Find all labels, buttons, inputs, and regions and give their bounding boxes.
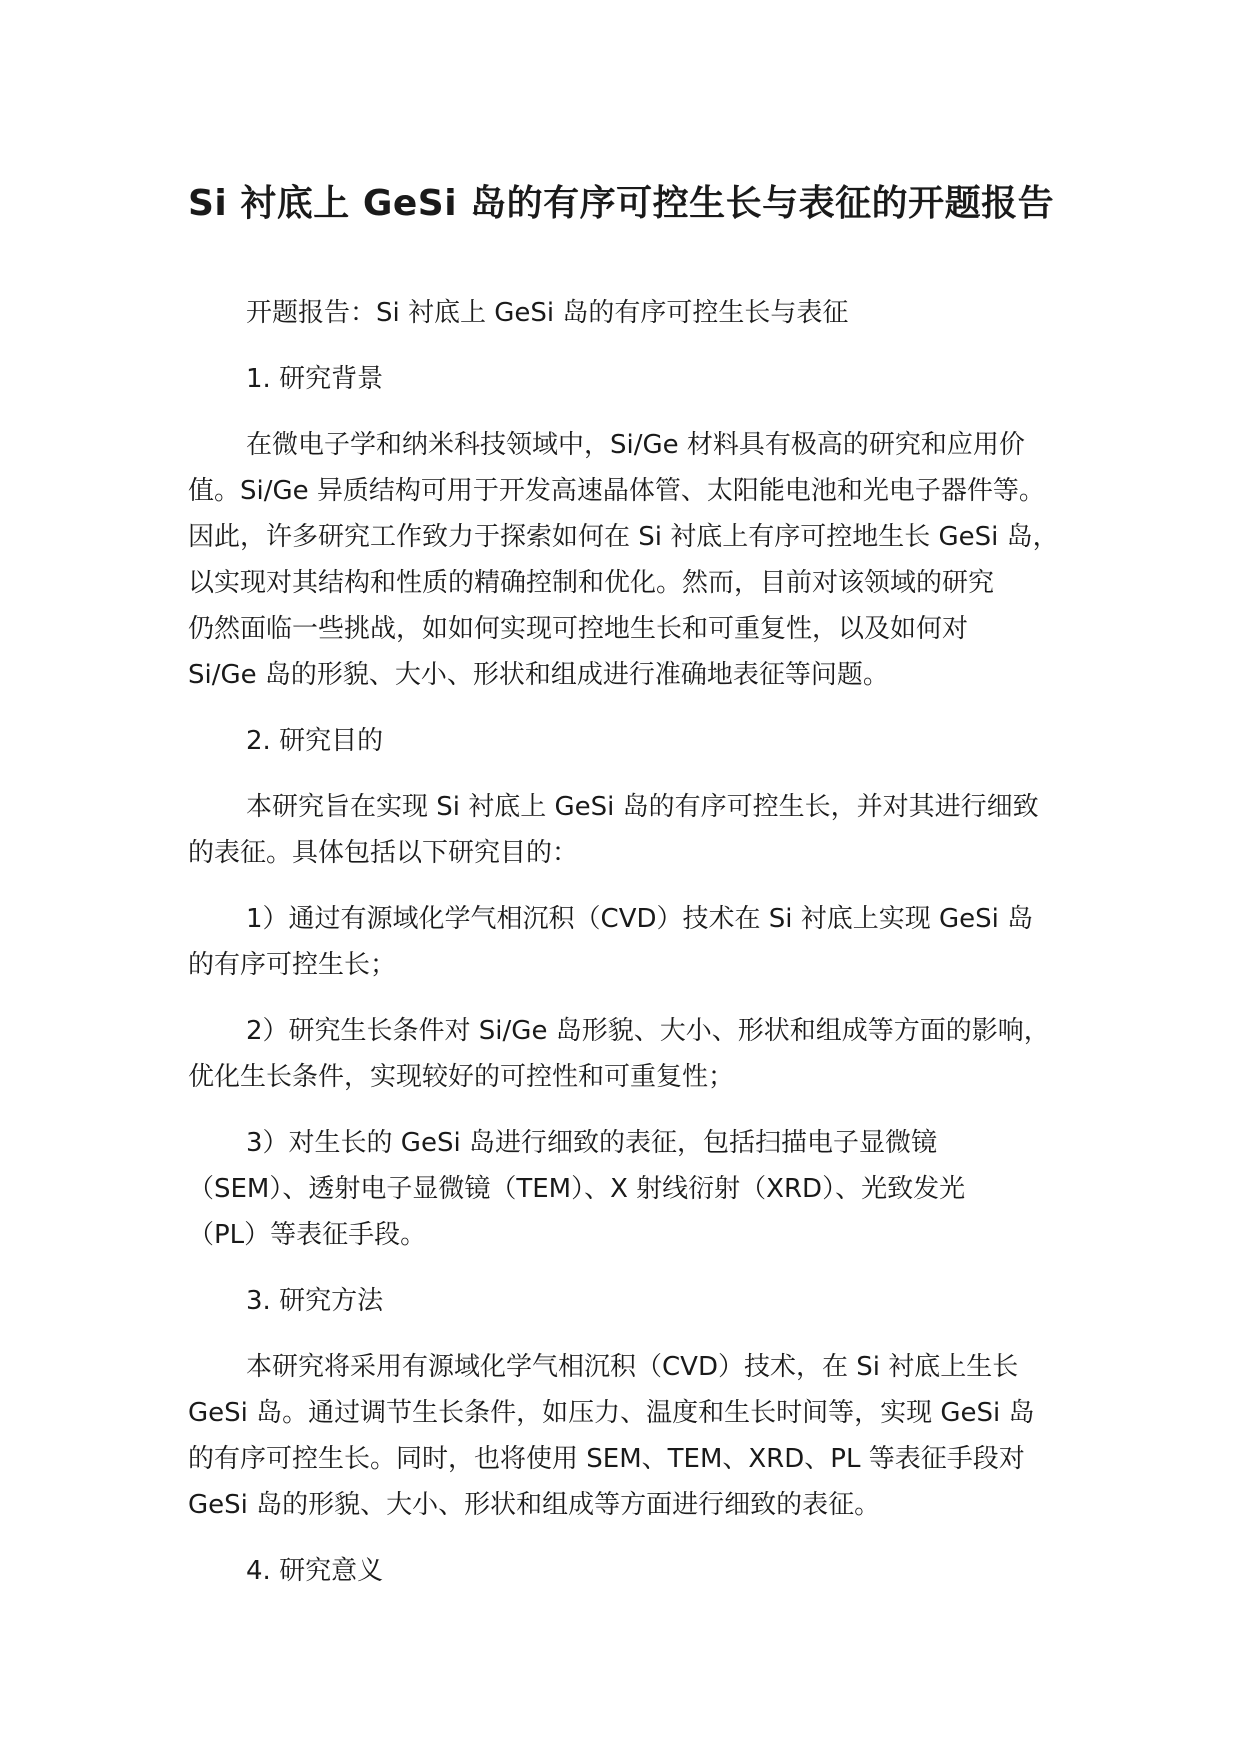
paragraph [188,290,1088,336]
text-line: 以实现对其结构和性质的精确控制和优化。然而，目前对该领域的研究 [188,568,995,598]
paragraph [188,1008,1088,1100]
paragraph [188,1278,1088,1324]
text-line: 本研究旨在实现 Si 衬底上 GeSi 岛的有序可控生长，并对其进行细致 [246,792,1039,822]
text-line: 2）研究生长条件对 Si/Ge 岛形貌、大小、形状和组成等方面的影响， [246,1016,1050,1046]
paragraph [188,1344,1088,1528]
text-line: 1）通过有源域化学气相沉积（CVD）技术在 Si 衬底上实现 GeSi 岛 [246,904,1034,934]
text-line: Si/Ge 岛的形貌、大小、形状和组成进行准确地表征等问题。 [188,660,889,690]
paragraph [188,896,1088,988]
text-line: 本研究将采用有源域化学气相沉积（CVD）技术，在 Si 衬底上生长 [246,1352,1019,1382]
text-line: 值。Si/Ge 异质结构可用于开发高速晶体管、太阳能电池和光电子器件等。 [188,476,1045,506]
text-line: 仍然面临一些挑战，如如何实现可控地生长和可重复性，以及如何对 [188,614,969,644]
paragraph [188,1120,1088,1258]
text-line: 4. 研究意义 [246,1556,384,1586]
paragraph [188,422,1088,698]
document-title: Si 衬底上 GeSi 岛的有序可控生长与表征的开题报告 [188,183,1055,224]
text-line: GeSi 岛的形貌、大小、形状和组成等方面进行细致的表征。 [188,1490,881,1520]
text-line: 优化生长条件，实现较好的可控性和可重复性； [188,1062,735,1092]
text-line: 的表征。具体包括以下研究目的： [188,838,579,868]
text-line: 3. 研究方法 [246,1286,384,1316]
paragraph [188,1548,1088,1594]
text-line: 1. 研究背景 [246,364,384,394]
paragraph [188,356,1088,402]
paragraph [188,784,1088,876]
text-line: 因此，许多研究工作致力于探索如何在 Si 衬底上有序可控地生长 GeSi 岛， [188,522,1059,552]
text-line: （SEM）、透射电子显微镜（TEM）、X 射线衍射（XRD）、光致发光 [188,1174,966,1204]
text-line: 3）对生长的 GeSi 岛进行细致的表征，包括扫描电子显微镜 [246,1128,937,1158]
text-line: 开题报告：Si 衬底上 GeSi 岛的有序可控生长与表征 [246,298,849,328]
text-line: 2. 研究目的 [246,726,384,756]
text-line: 的有序可控生长。同时，也将使用 SEM、TEM、XRD、PL 等表征手段对 [188,1444,1025,1474]
text-line: GeSi 岛。通过调节生长条件，如压力、温度和生长时间等，实现 GeSi 岛 [188,1398,1035,1428]
text-line: （PL）等表征手段。 [188,1220,427,1250]
text-line: 在微电子学和纳米科技领域中，Si/Ge 材料具有极高的研究和应用价 [246,430,1025,460]
document-body [188,290,1088,1614]
paragraph [188,718,1088,764]
text-line: 的有序可控生长； [188,950,397,980]
